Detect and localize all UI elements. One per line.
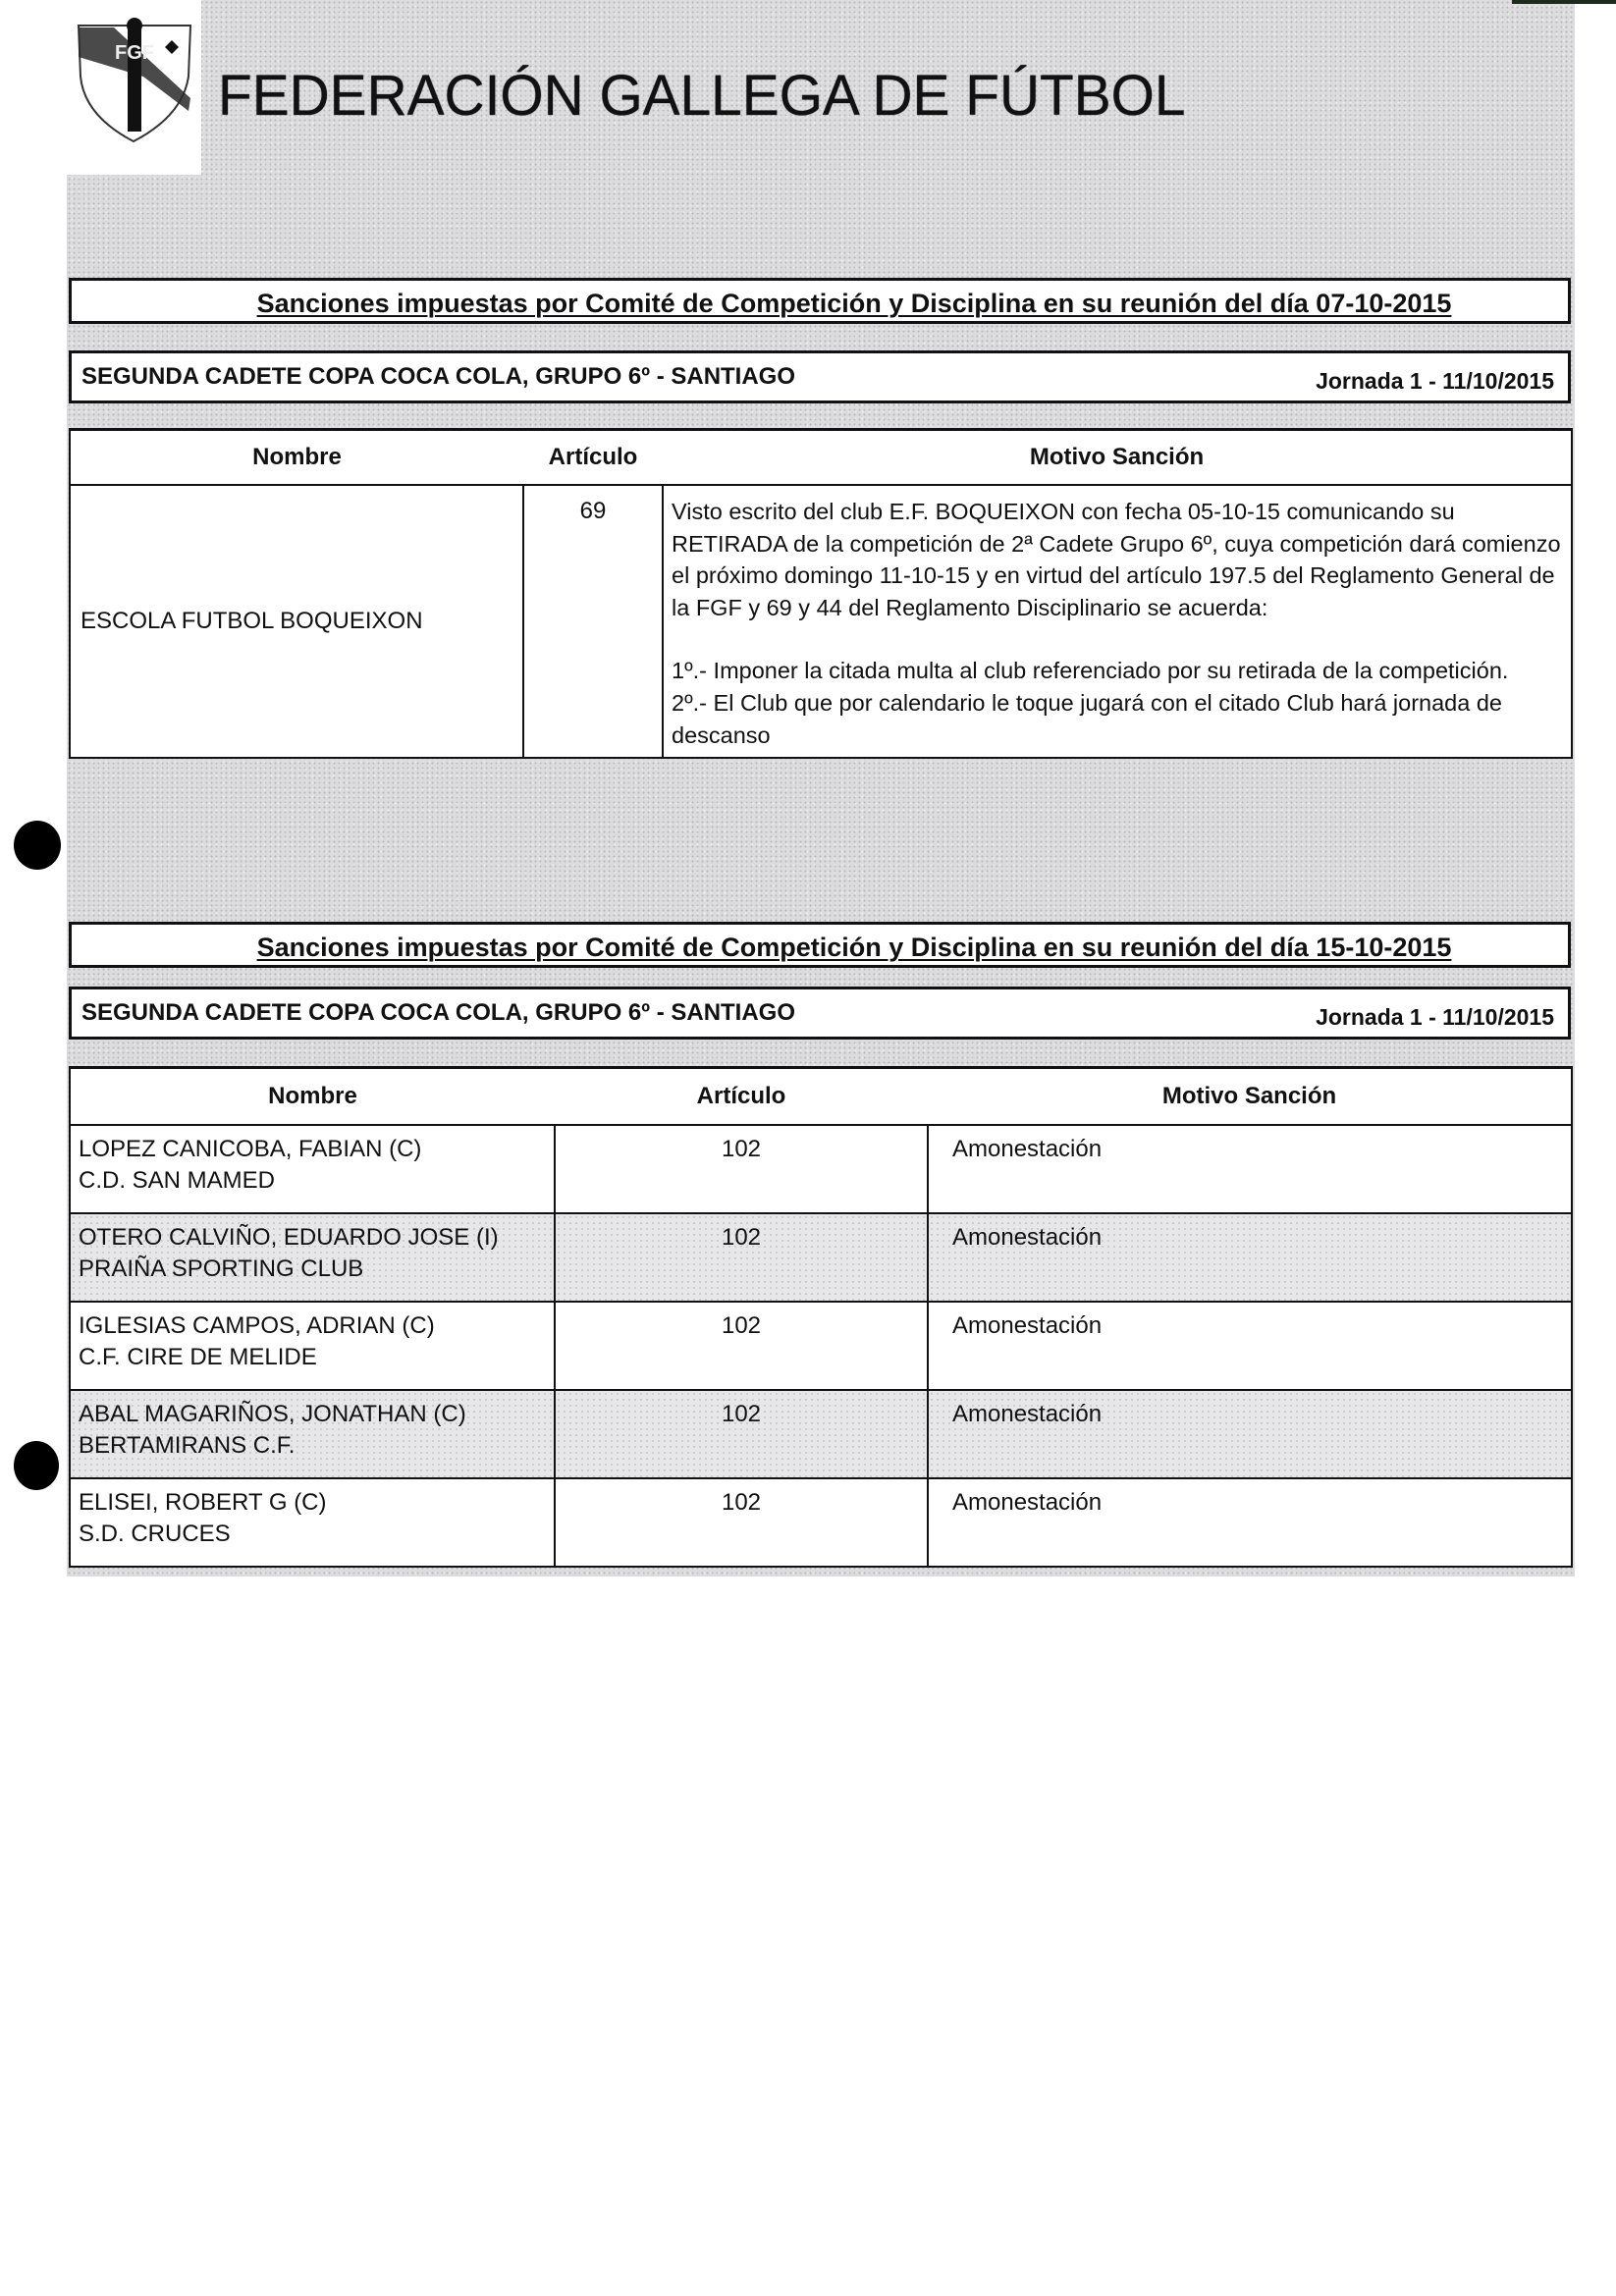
table-header-row (70, 1068, 1572, 1126)
player-name: ELISEI, ROBERT G (C) (79, 1489, 327, 1516)
jornada-label: Jornada 1 - 11/10/2015 (1316, 367, 1554, 394)
column-header-nombre: Nombre (70, 1068, 555, 1126)
cell-nombre (70, 1478, 555, 1567)
table-row (70, 485, 1572, 758)
player-name: ABAL MAGARIÑOS, JONATHAN (C) (79, 1401, 466, 1427)
meeting-title: Sanciones impuestas por Comité de Competición y Disciplina en su reunión del día 15-10-2015 (256, 933, 1452, 962)
column-header-nombre: Nombre (70, 430, 523, 486)
table-row (70, 1213, 1572, 1302)
competition-header-2 (69, 987, 1571, 1040)
table-row (70, 1125, 1572, 1213)
cell-articulo: 102 (555, 1302, 928, 1390)
cell-articulo: 102 (555, 1213, 928, 1302)
scan-edge-line (1512, 0, 1616, 4)
club-name: PRAIÑA SPORTING CLUB (79, 1255, 364, 1282)
cell-motivo: Amonestación (928, 1390, 1572, 1478)
federation-title: FEDERACIÓN GALLEGA DE FÚTBOL (218, 64, 1186, 128)
punch-hole-mark (14, 1441, 59, 1490)
competition-name: SEGUNDA CADETE COPA COCA COLA, GRUPO 6º - SANTIAGO (81, 999, 796, 1026)
cell-nombre: ESCOLA FUTBOL BOQUEIXON (70, 485, 523, 758)
cell-articulo: 69 (523, 485, 663, 758)
club-name: C.D. SAN MAMED (79, 1167, 276, 1194)
cell-motivo: Amonestación (928, 1213, 1572, 1302)
competition-name: SEGUNDA CADETE COPA COCA COLA, GRUPO 6º - SANTIAGO (81, 363, 796, 390)
meeting-title-box-1 (69, 278, 1571, 324)
sanctions-table-2 (69, 1066, 1573, 1568)
meeting-title: Sanciones impuestas por Comité de Competición y Disciplina en su reunión del día 07-10-2015 (256, 289, 1452, 318)
punch-hole-mark (14, 821, 61, 870)
federation-shield-logo (75, 18, 194, 143)
club-name: BERTAMIRANS C.F. (79, 1432, 296, 1459)
cell-motivo: Amonestación (928, 1302, 1572, 1390)
motivo-paragraph: Visto escrito del club E.F. BOQUEIXON con fecha 05-10-15 comunicando su RETIRADA de la competición de 2ª Cadete Grupo 6º, cuya competición dará comienzo el próximo domingo 11-10-15 y en virtud del artículo 197.5 del Reglamento General de la FGF y 69 y 44 del Reglamento Disciplinario se acuerda: (672, 499, 1561, 620)
table-row (70, 1478, 1572, 1567)
motivo-paragraph: 1º.- Imponer la citada multa al club referenciado por su retirada de la competición. (672, 658, 1509, 684)
cell-motivo (663, 485, 1572, 758)
cell-articulo: 102 (555, 1390, 928, 1478)
sanctions-table-1 (69, 428, 1573, 759)
cell-articulo: 102 (555, 1478, 928, 1567)
motivo-paragraph: 2º.- El Club que por calendario le toque jugará con el citado Club hará jornada de descanso (672, 689, 1502, 748)
player-name: IGLESIAS CAMPOS, ADRIAN (C) (79, 1312, 435, 1339)
cell-nombre (70, 1390, 555, 1478)
cell-nombre (70, 1213, 555, 1302)
cell-motivo: Amonestación (928, 1478, 1572, 1567)
column-header-motivo: Motivo Sanción (663, 430, 1572, 486)
meeting-title-box-2 (69, 922, 1571, 968)
competition-header-1 (69, 350, 1571, 403)
column-header-articulo: Artículo (523, 430, 663, 486)
jornada-label: Jornada 1 - 11/10/2015 (1316, 1003, 1554, 1030)
column-header-motivo: Motivo Sanción (928, 1068, 1572, 1126)
club-name: C.F. CIRE DE MELIDE (79, 1344, 317, 1370)
club-name: S.D. CRUCES (79, 1521, 231, 1547)
table-header-row (70, 430, 1572, 486)
logo-text: FGF (115, 42, 154, 64)
column-header-articulo: Artículo (555, 1068, 928, 1126)
player-name: OTERO CALVIÑO, EDUARDO JOSE (I) (79, 1224, 499, 1251)
table-row (70, 1302, 1572, 1390)
cell-nombre (70, 1302, 555, 1390)
table-row (70, 1390, 1572, 1478)
cell-articulo: 102 (555, 1125, 928, 1213)
cell-nombre (70, 1125, 555, 1213)
player-name: LOPEZ CANICOBA, FABIAN (C) (79, 1136, 422, 1162)
cell-motivo: Amonestación (928, 1125, 1572, 1213)
